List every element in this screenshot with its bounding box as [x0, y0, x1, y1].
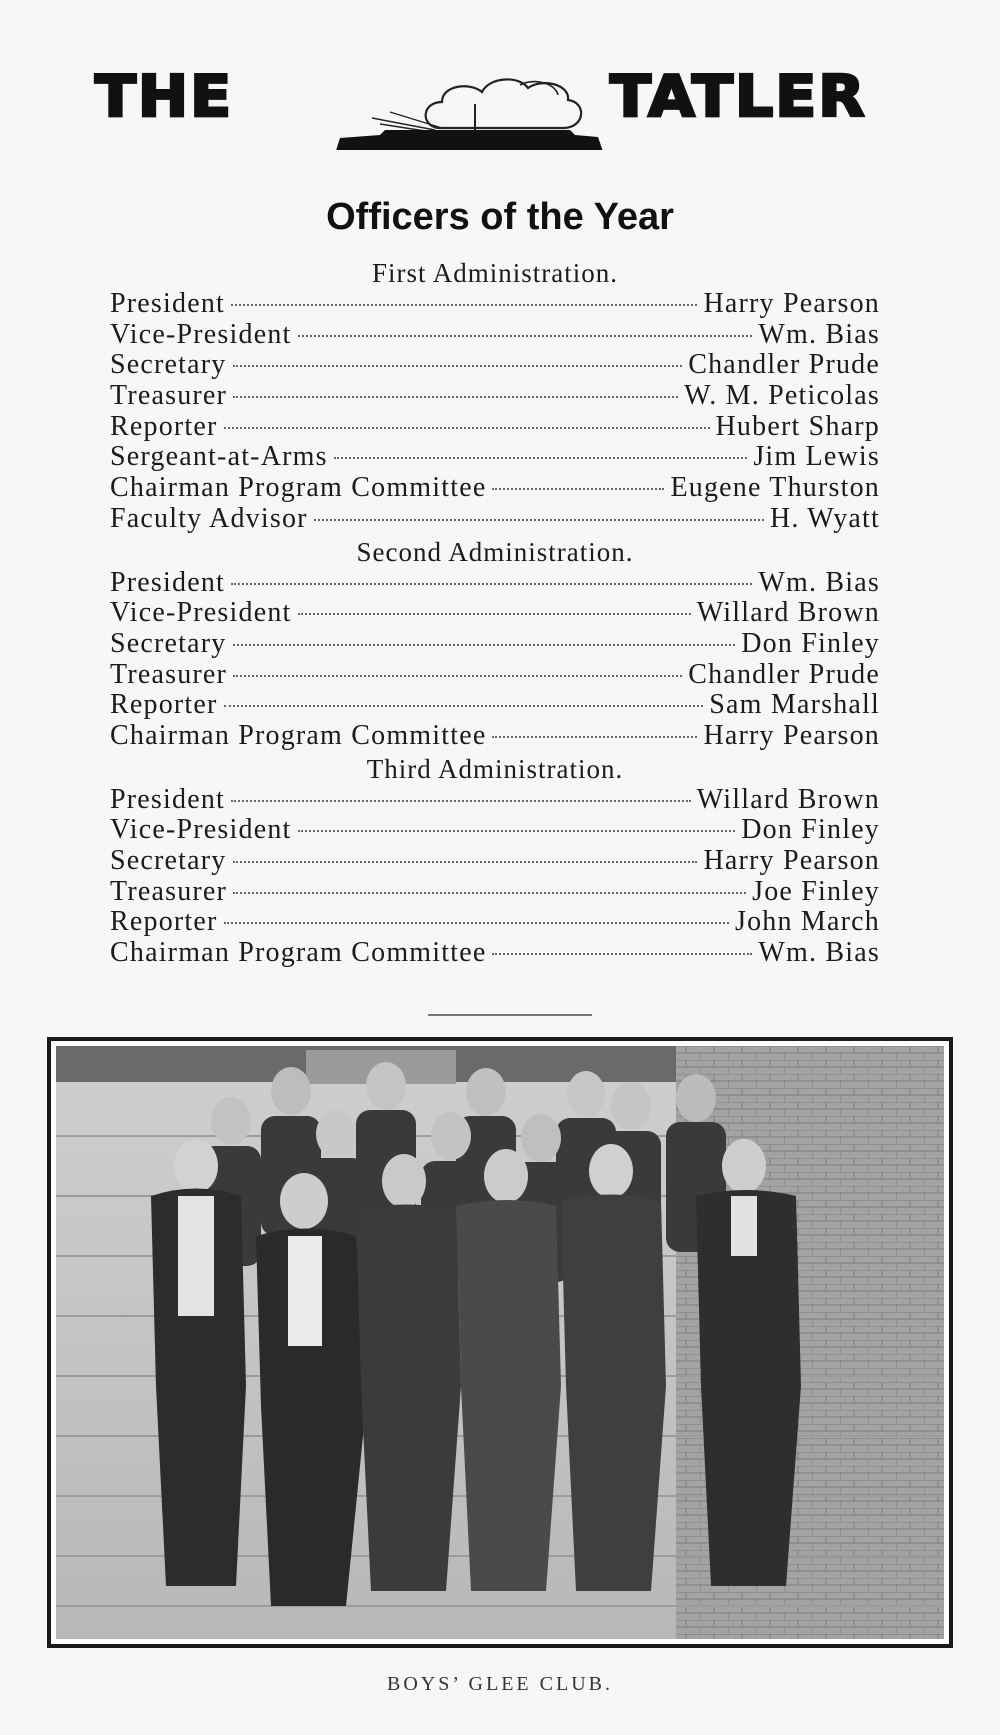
officer-row: [110, 660, 880, 691]
masthead: [50, 40, 960, 150]
officer-role: Sergeant-at-Arms: [110, 441, 328, 473]
officer-role: Vice-President: [110, 318, 292, 350]
officer-row: [110, 907, 880, 938]
officer-name: Willard Brown: [696, 783, 880, 815]
officer-row: [110, 938, 880, 969]
officer-name: Don Finley: [741, 627, 880, 659]
officer-row: [110, 320, 880, 351]
officer-name: Hubert Sharp: [715, 410, 880, 442]
group-photo: [56, 1046, 944, 1639]
officer-row: [110, 721, 880, 752]
officer-list: [110, 258, 880, 969]
officer-name: Wm. Bias: [758, 566, 880, 598]
officer-row: [110, 629, 880, 660]
officer-name: Sam Marshall: [709, 689, 880, 721]
dot-leader: [233, 675, 682, 677]
officer-role: Reporter: [110, 410, 218, 442]
officer-role: Secretary: [110, 627, 227, 659]
officer-row: [110, 815, 880, 846]
dot-leader: [233, 396, 678, 398]
dot-leader: [492, 488, 664, 490]
officer-row: [110, 504, 880, 535]
officer-name: Harry Pearson: [703, 288, 880, 319]
officer-row: [110, 690, 880, 721]
officer-role: Secretary: [110, 845, 227, 876]
officer-name: Harry Pearson: [703, 845, 880, 876]
officer-role: Reporter: [110, 906, 218, 938]
officer-row: [110, 785, 880, 816]
administration-heading: First Administration.: [371, 258, 619, 288]
officer-role: Secretary: [110, 349, 227, 381]
dot-leader: [492, 736, 697, 738]
officer-row: [110, 846, 880, 877]
officer-role: Treasurer: [110, 380, 228, 412]
officer-row: [110, 877, 880, 908]
officer-name: Jim Lewis: [753, 441, 880, 473]
officer-name: Chandler Prude: [688, 349, 880, 381]
officer-row: [110, 568, 880, 599]
officer-role: Chairman Program Committee: [110, 937, 487, 969]
officer-name: Chandler Prude: [688, 658, 880, 690]
page-title: Officers of the Year: [326, 196, 674, 238]
officer-name: Harry Pearson: [703, 719, 880, 751]
dot-leader: [231, 583, 752, 585]
officer-name: Wm. Bias: [758, 318, 880, 350]
photo-caption: BOYS’ GLEE CLUB.: [387, 1673, 613, 1695]
officer-name: Joe Finley: [752, 875, 880, 907]
dot-leader: [314, 519, 764, 521]
dot-leader: [334, 457, 748, 459]
officer-name: Eugene Thurston: [670, 472, 880, 504]
officer-role: Reporter: [110, 689, 218, 721]
dot-leader: [233, 861, 698, 863]
officer-role: Treasurer: [110, 875, 228, 907]
officer-role: President: [110, 783, 226, 815]
officer-name: John March: [735, 906, 880, 938]
masthead-word-right: TATLER: [610, 63, 867, 131]
administration-heading: Second Administration.: [356, 536, 634, 567]
officer-row: [110, 598, 880, 629]
officer-name: Willard Brown: [696, 597, 880, 629]
officer-role: President: [110, 288, 226, 319]
dot-leader: [231, 304, 697, 306]
officer-name: Wm. Bias: [758, 937, 880, 969]
dot-leader: [298, 613, 691, 615]
officer-role: Treasurer: [110, 658, 228, 690]
officer-role: President: [110, 566, 226, 598]
dot-leader: [233, 365, 683, 367]
dot-leader: [233, 644, 736, 646]
divider: [428, 1014, 592, 1016]
dot-leader: [224, 427, 710, 429]
officer-name: Don Finley: [741, 814, 880, 846]
administration-heading: Third Administration.: [366, 753, 624, 784]
officer-role: Chairman Program Committee: [110, 719, 487, 751]
photo-frame: [47, 1037, 953, 1648]
officer-row: [110, 289, 880, 320]
dot-leader: [298, 830, 736, 832]
officer-row: [110, 412, 880, 443]
dot-leader: [233, 892, 746, 894]
officer-row: [110, 350, 880, 381]
officer-name: H. Wyatt: [769, 502, 880, 534]
officer-role: Vice-President: [110, 814, 292, 846]
dot-leader: [224, 922, 729, 924]
dot-leader: [224, 705, 704, 707]
officer-row: [110, 381, 880, 412]
officer-role: Chairman Program Committee: [110, 472, 487, 504]
officer-role: Vice-President: [110, 597, 292, 629]
officer-row: [110, 473, 880, 504]
dot-leader: [298, 335, 753, 337]
dot-leader: [231, 800, 691, 802]
officer-role: Faculty Advisor: [110, 502, 308, 534]
dot-leader: [492, 953, 752, 955]
masthead-word-left: THE: [95, 63, 234, 131]
officer-name: W. M. Peticolas: [684, 380, 880, 412]
officer-row: [110, 442, 880, 473]
